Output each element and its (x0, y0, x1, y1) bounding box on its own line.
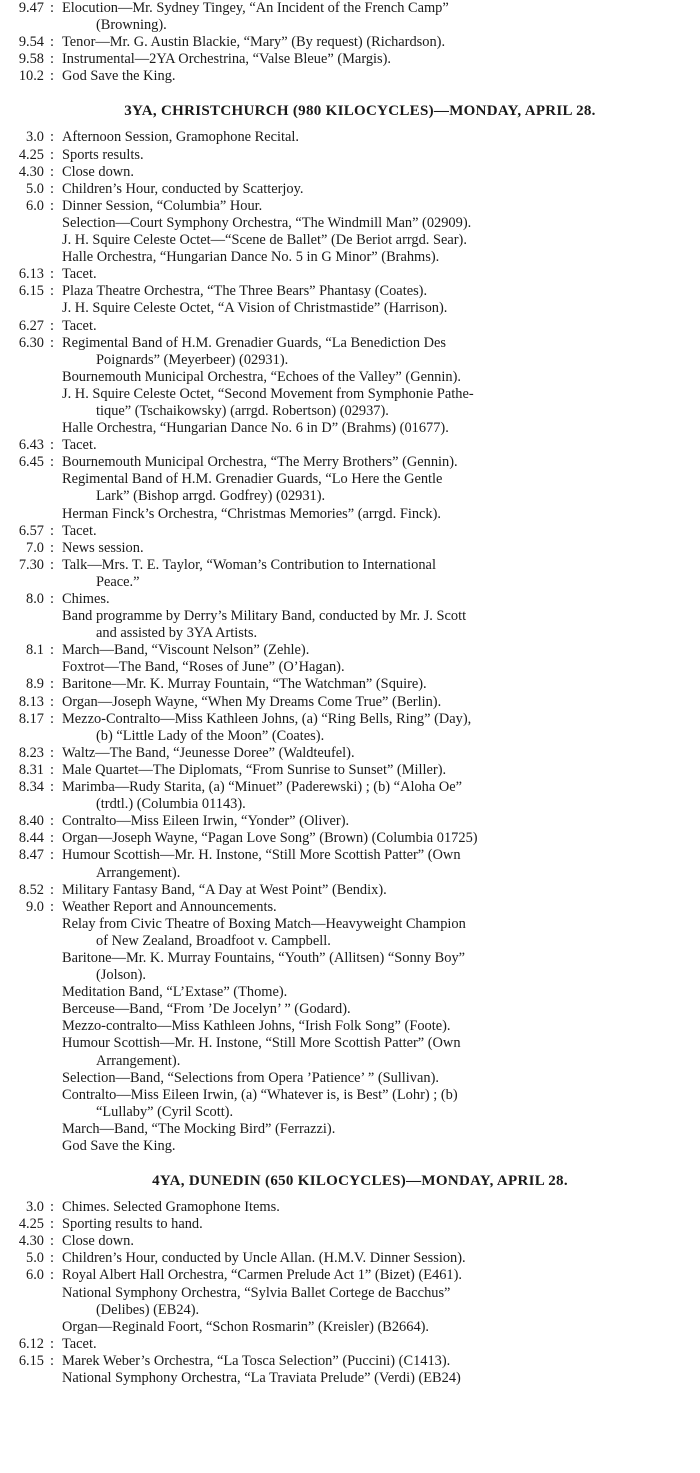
entry-text: Berceuse—Band, “From ’De Jocelyn’ ” (Godard). (62, 1001, 351, 1018)
time-separator: : (50, 197, 54, 214)
entry-text: Peace.” (96, 573, 140, 590)
entry-time: 3.0 (26, 1199, 44, 1216)
entry-text: Humour Scottish—Mr. H. Instone, “Still More Scottish Patter” (Own (62, 847, 461, 864)
programme-entry (0, 147, 700, 164)
entry-time: 6.0 (26, 197, 44, 214)
entry-time: 8.13 (18, 693, 44, 710)
programme-entry (0, 899, 700, 916)
time-separator: : (50, 693, 54, 710)
entry-text: Elocution—Mr. Sydney Tingey, “An Incident of the French Camp” (62, 0, 449, 16)
entry-text: J. H. Squire Celeste Octet, “A Vision of Christmastide” (Harrison). (62, 300, 448, 317)
programme-entry (0, 779, 700, 813)
programme-entry (0, 232, 700, 249)
entry-text: Halle Orchestra, “Hungarian Dance No. 6 in D” (Brahms) (01677). (62, 420, 449, 437)
entry-text: God Save the King. (62, 68, 176, 85)
entry-text: Tacet. (62, 522, 97, 539)
time-separator: : (50, 317, 54, 334)
entry-text: Bournemouth Municipal Orchestra, “The Merry Brothers” (Gennin). (62, 454, 458, 471)
programme-entry (0, 540, 700, 557)
entry-time: 9.47 (18, 0, 44, 16)
entry-text: God Save the King. (62, 1138, 176, 1154)
programme-entry (0, 420, 700, 437)
entry-text: Baritone—Mr. K. Murray Fountains, “Youth” (Allitsen) “Sonny Boy” (62, 949, 466, 966)
entry-text: and assisted by 3YA Artists. (96, 625, 258, 642)
entry-time: 6.15 (18, 1352, 44, 1369)
programme-entry (0, 1267, 700, 1284)
programme-entry (0, 471, 700, 505)
entry-time: 6.12 (18, 1335, 44, 1352)
time-separator: : (50, 676, 54, 693)
programme-entry (0, 335, 700, 369)
time-separator: : (50, 163, 54, 180)
programme-entry (0, 1319, 700, 1336)
time-separator: : (50, 1352, 54, 1369)
programme-entry (0, 984, 700, 1001)
entry-text: Mezzo-contralto—Miss Kathleen Johns, “Irish Folk Song” (Foote). (62, 1018, 451, 1035)
programme-entry (0, 1216, 700, 1233)
programme-entry (0, 1250, 700, 1267)
entry-text: Afternoon Session, Gramophone Recital. (62, 129, 299, 146)
entry-time: 8.17 (18, 710, 44, 727)
entry-time: 6.43 (18, 437, 44, 454)
time-separator: : (50, 744, 54, 761)
programme-entry (0, 916, 700, 950)
entry-text: Organ—Reginald Foort, “Schon Rosmarin” (Kreisler) (B2664). (62, 1318, 430, 1335)
programme-entry (0, 164, 700, 181)
programme-entry (0, 882, 700, 899)
programme-entry (0, 711, 700, 745)
programme-entry (0, 51, 700, 68)
entry-time: 6.0 (26, 1267, 44, 1284)
programme-entry (0, 745, 700, 762)
entry-text: Waltz—The Band, “Jeunesse Doree” (Waldteufel). (62, 744, 355, 761)
time-separator: : (50, 1199, 54, 1216)
entry-time: 3.0 (26, 129, 44, 146)
entry-time: 6.57 (18, 522, 44, 539)
programme-entry (0, 642, 700, 659)
time-separator: : (50, 334, 54, 351)
time-separator: : (50, 779, 54, 796)
programme-entry (0, 762, 700, 779)
entry-time: 5.0 (26, 180, 44, 197)
entry-time: 4.30 (18, 163, 44, 180)
programme-entry (0, 950, 700, 984)
programme-entry (0, 0, 700, 34)
entry-text: Band programme by Derry’s Military Band, conducted by Mr. J. Scott (62, 608, 467, 625)
entry-text: Mezzo-Contralto—Miss Kathleen Johns, (a) “Ring Bells, Ring” (Day), (62, 710, 472, 727)
entry-text: Arrangement). (96, 1052, 181, 1069)
programme-entry (0, 386, 700, 420)
time-separator: : (50, 68, 54, 85)
time-separator: : (50, 898, 54, 915)
programme-entry (0, 506, 700, 523)
entry-text: National Symphony Orchestra, “Sylvia Ballet Cortege de Bacchus” (62, 1284, 451, 1301)
time-separator: : (50, 813, 54, 830)
entry-text: Children’s Hour, conducted by Uncle Allan. (H.M.V. Dinner Session). (62, 1250, 466, 1267)
entry-time: 6.45 (18, 454, 44, 471)
entry-text: Humour Scottish—Mr. H. Instone, “Still More Scottish Patter” (Own (62, 1035, 461, 1052)
programme-entry (0, 249, 700, 266)
entry-text: Regimental Band of H.M. Grenadier Guards, “Lo Here the Gentle (62, 471, 443, 488)
entry-text: Selection—Court Symphony Orchestra, “The Windmill Man” (02909). (62, 214, 472, 231)
entry-text: Chimes. Selected Gramophone Items. (62, 1199, 280, 1216)
entry-text: Meditation Band, “L’Extase” (Thome). (62, 984, 288, 1001)
entry-text: (trdtl.) (Columbia 01143). (96, 796, 246, 813)
programme-entry (0, 1001, 700, 1018)
entry-time: 4.30 (18, 1233, 44, 1250)
time-separator: : (50, 129, 54, 146)
time-separator: : (50, 881, 54, 898)
time-separator: : (50, 1267, 54, 1284)
entry-text: Tacet. (62, 317, 97, 334)
time-separator: : (50, 180, 54, 197)
entry-text: Instrumental—2YA Orchestrina, “Valse Bleue” (Margis). (62, 51, 392, 68)
entry-time: 8.52 (18, 881, 44, 898)
programme-entry (0, 591, 700, 608)
programme-entry (0, 1336, 700, 1353)
entry-text: Military Fantasy Band, “A Day at West Point” (Bendix). (62, 881, 387, 898)
time-separator: : (50, 283, 54, 300)
entry-text: Royal Albert Hall Orchestra, “Carmen Prelude Act 1” (Bizet) (E461). (62, 1267, 463, 1284)
entry-time: 8.23 (18, 744, 44, 761)
entry-time: 4.25 (18, 146, 44, 163)
programme-entry (0, 1199, 700, 1216)
time-separator: : (50, 556, 54, 573)
time-separator: : (50, 761, 54, 778)
time-separator: : (50, 1250, 54, 1267)
programme-entry (0, 1370, 700, 1387)
programme-entry (0, 283, 700, 300)
programme-entry (0, 1070, 700, 1087)
entry-text: (Jolson). (96, 967, 146, 984)
time-separator: : (50, 1216, 54, 1233)
programme-entry (0, 215, 700, 232)
entry-text: Contralto—Miss Eileen Irwin, (a) “Whatever is, is Best” (Lohr) ; (b) (62, 1086, 458, 1103)
entry-text: Relay from Civic Theatre of Boxing Match—Heavyweight Champion (62, 915, 466, 932)
programme-entry (0, 129, 700, 146)
time-separator: : (50, 1335, 54, 1352)
entry-text: Organ—Joseph Wayne, “When My Dreams Come True” (Berlin). (62, 693, 442, 710)
entry-text: Lark” (Bishop arrgd. Godfrey) (02931). (96, 488, 326, 505)
entry-text: Selection—Band, “Selections from Opera ’Patience’ ” (Sullivan). (62, 1069, 439, 1086)
programme-entry (0, 1285, 700, 1319)
entry-text: Close down. (62, 163, 134, 180)
entry-time: 6.15 (18, 283, 44, 300)
programme-entry (0, 266, 700, 283)
station-heading: 3YA, CHRISTCHURCH (980 KILOCYCLES)—MONDAY, APRIL 28. (124, 103, 596, 120)
entry-text: Marek Weber’s Orchestra, “La Tosca Selection” (Puccini) (C1413). (62, 1352, 451, 1369)
entry-time: 8.31 (18, 761, 44, 778)
entry-time: 9.58 (18, 51, 44, 68)
entry-text: of New Zealand, Broadfoot v. Campbell. (96, 932, 331, 949)
entry-text: Children’s Hour, conducted by Scatterjoy. (62, 180, 304, 197)
entry-text: Dinner Session, “Columbia” Hour. (62, 197, 263, 214)
programme-entry (0, 1121, 700, 1138)
entry-text: Contralto—Miss Eileen Irwin, “Yonder” (Oliver). (62, 813, 350, 830)
entry-text: Talk—Mrs. T. E. Taylor, “Woman’s Contribution to International (62, 556, 436, 573)
time-separator: : (50, 437, 54, 454)
entry-text: Plaza Theatre Orchestra, “The Three Bears” Phantasy (Coates). (62, 283, 428, 300)
entry-text: Poignards” (Meyerbeer) (02931). (96, 351, 289, 368)
entry-time: 7.0 (26, 539, 44, 556)
entry-text: (Browning). (96, 17, 167, 34)
time-separator: : (50, 51, 54, 68)
entry-time: 4.25 (18, 1216, 44, 1233)
entry-time: 8.1 (26, 642, 44, 659)
programme-entry (0, 454, 700, 471)
time-separator: : (50, 539, 54, 556)
entry-time: 8.40 (18, 813, 44, 830)
entry-time: 8.44 (18, 830, 44, 847)
entry-text: March—Band, “The Mocking Bird” (Ferrazzi). (62, 1120, 336, 1137)
programme-entry (0, 300, 700, 317)
time-separator: : (50, 642, 54, 659)
entry-text: Sporting results to hand. (62, 1216, 203, 1233)
time-separator: : (50, 710, 54, 727)
entry-text: Tacet. (62, 437, 97, 454)
entry-text: Tacet. (62, 266, 97, 283)
entry-text: Tacet. (62, 1335, 97, 1352)
entry-text: News session. (62, 539, 144, 556)
programme-entry (0, 659, 700, 676)
programme-entry (0, 318, 700, 335)
entry-text: National Symphony Orchestra, “La Traviata Prelude” (Verdi) (EB24) (62, 1370, 461, 1387)
entry-time: 9.0 (26, 898, 44, 915)
entry-time: 8.34 (18, 779, 44, 796)
entry-text: March—Band, “Viscount Nelson” (Zehle). (62, 642, 310, 659)
entry-text: Chimes. (62, 591, 110, 607)
time-separator: : (50, 454, 54, 471)
programme-entry (0, 608, 700, 642)
entry-text: Close down. (62, 1233, 134, 1250)
entry-text: Foxtrot—The Band, “Roses of June” (O’Hagan). (62, 659, 345, 676)
programme-entry (0, 68, 700, 85)
entry-text: (b) “Little Lady of the Moon” (Coates). (96, 727, 325, 744)
entry-text: Organ—Joseph Wayne, “Pagan Love Song” (Brown) (Columbia 01725) (62, 830, 478, 847)
programme-entry (0, 1353, 700, 1370)
programme-entry (0, 523, 700, 540)
programme-entry (0, 1087, 700, 1121)
time-separator: : (50, 0, 54, 16)
entry-text: (Delibes) (EB24). (96, 1301, 200, 1318)
programme-entry (0, 676, 700, 693)
programme-entry (0, 34, 700, 51)
programme-entry (0, 830, 700, 847)
entry-time: 9.54 (18, 34, 44, 51)
entry-text: Bournemouth Municipal Orchestra, “Echoes of the Valley” (Gennin). (62, 368, 461, 385)
station-heading: 4YA, DUNEDIN (650 KILOCYCLES)—MONDAY, APRIL 28. (152, 1173, 568, 1190)
entry-time: 5.0 (26, 1250, 44, 1267)
time-separator: : (50, 34, 54, 51)
entry-time: 6.27 (18, 317, 44, 334)
entry-text: tique” (Tschaikowsky) (arrgd. Robertson) (02937). (96, 402, 389, 419)
entry-time: 8.0 (26, 591, 44, 607)
programme-entry (0, 369, 700, 386)
time-separator: : (50, 1233, 54, 1250)
entry-time: 6.13 (18, 266, 44, 283)
programme-entry (0, 437, 700, 454)
entry-text: J. H. Squire Celeste Octet, “Second Movement from Symphonie Pathe- (62, 385, 474, 402)
entry-text: Baritone—Mr. K. Murray Fountain, “The Watchman” (Squire). (62, 676, 427, 693)
programme-entry (0, 557, 700, 591)
time-separator: : (50, 830, 54, 847)
entry-text: Regimental Band of H.M. Grenadier Guards, “La Benediction Des (62, 334, 447, 351)
entry-text: “Lullaby” (Cyril Scott). (96, 1103, 234, 1120)
programme-entry (0, 694, 700, 711)
time-separator: : (50, 847, 54, 864)
entry-time: 6.30 (18, 334, 44, 351)
entry-time: 8.9 (26, 676, 44, 693)
programme-entry (0, 1233, 700, 1250)
entry-text: J. H. Squire Celeste Octet—“Scene de Ballet” (De Beriot arrgd. Sear). (62, 232, 467, 249)
time-separator: : (50, 266, 54, 283)
entry-text: Marimba—Rudy Starita, (a) “Minuet” (Paderewski) ; (b) “Aloha Oe” (62, 779, 463, 796)
entry-text: Sports results. (62, 146, 144, 163)
time-separator: : (50, 146, 54, 163)
entry-text: Male Quartet—The Diplomats, “From Sunrise to Sunset” (Miller). (62, 761, 447, 778)
programme-entry (0, 181, 700, 198)
entry-text: Weather Report and Announcements. (62, 898, 277, 915)
entry-text: Halle Orchestra, “Hungarian Dance No. 5 in G Minor” (Brahms). (62, 249, 440, 266)
entry-text: Herman Finck’s Orchestra, “Christmas Memories” (arrgd. Finck). (62, 505, 441, 522)
entry-time: 7.30 (18, 556, 44, 573)
entry-time: 10.2 (18, 68, 44, 85)
entry-text: Tenor—Mr. G. Austin Blackie, “Mary” (By request) (Richardson). (62, 34, 446, 51)
time-separator: : (50, 591, 54, 607)
entry-text: Arrangement). (96, 864, 181, 881)
programme-entry (0, 1138, 700, 1155)
entry-time: 8.47 (18, 847, 44, 864)
programme-entry (0, 847, 700, 881)
programme-entry (0, 1035, 700, 1069)
programme-entry (0, 813, 700, 830)
programme-entry (0, 1018, 700, 1035)
time-separator: : (50, 522, 54, 539)
programme-entry (0, 198, 700, 215)
